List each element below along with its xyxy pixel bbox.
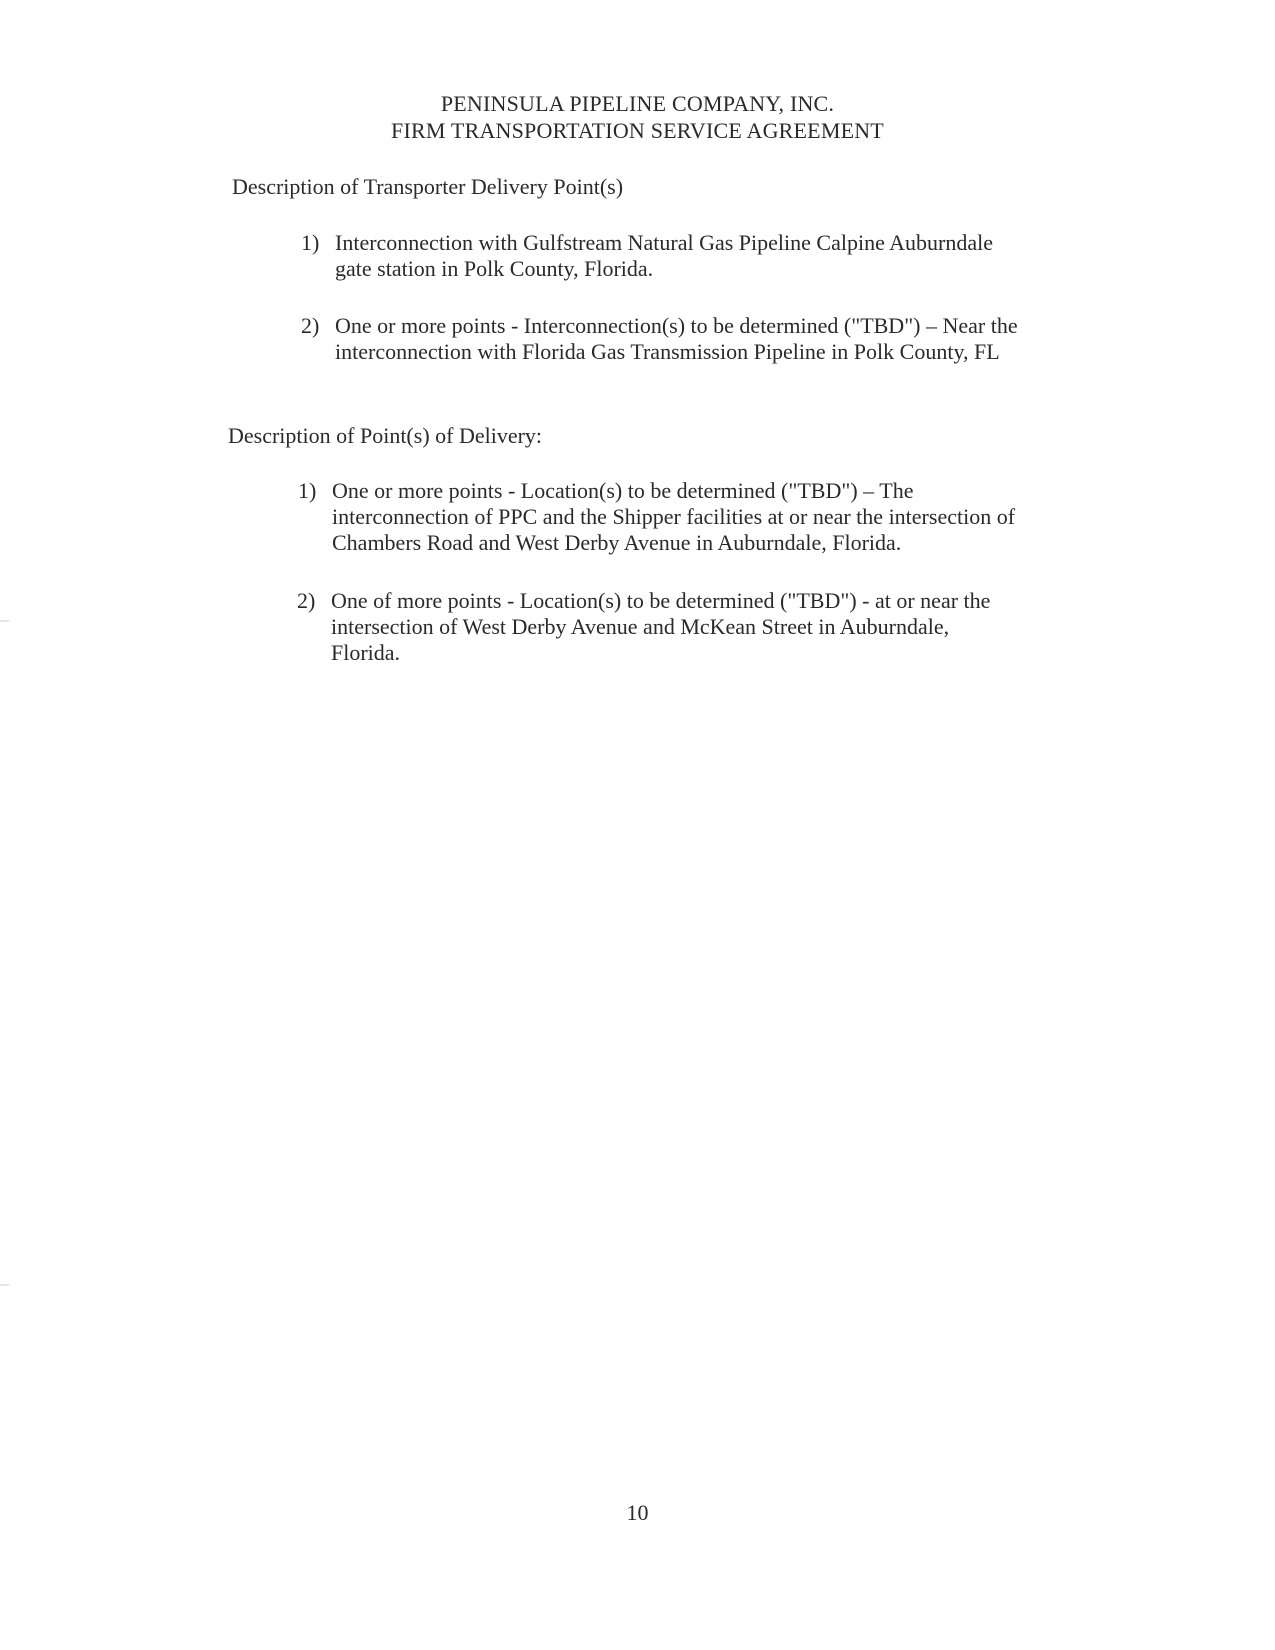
- item-line: Interconnection with Gulfstream Natural Gas Pipeline Calpine Auburndale: [335, 230, 993, 255]
- item-line: One or more points - Location(s) to be determined ("TBD") – The: [332, 478, 914, 503]
- page-number: 10: [626, 1500, 649, 1525]
- item-line: One of more points - Location(s) to be determined ("TBD") - at or near the: [331, 588, 991, 613]
- item-number: 1): [298, 478, 317, 503]
- document-header: [0, 90, 1275, 144]
- item-line: interconnection of PPC and the Shipper facilities at or near the intersection of: [332, 504, 1016, 529]
- company-name: PENINSULA PIPELINE COMPANY, INC.: [440, 91, 835, 116]
- scan-edge-mark-bottom: [0, 1284, 9, 1286]
- item-number: 1): [301, 230, 320, 255]
- item-text: [335, 313, 1018, 365]
- item-number: 2): [297, 588, 316, 613]
- item-text: [331, 588, 990, 666]
- item-line: Chambers Road and West Derby Avenue in Auburndale, Florida.: [332, 530, 902, 555]
- transporter-delivery-heading: Description of Transporter Delivery Point(s): [232, 174, 624, 199]
- item-text: [332, 478, 1015, 556]
- item-line: One or more points - Interconnection(s) to be determined ("TBD") – Near the: [335, 313, 1018, 338]
- item-line: intersection of West Derby Avenue and McKean Street in Auburndale,: [331, 614, 950, 639]
- item-line: Florida.: [331, 640, 401, 665]
- point-of-delivery-heading: Description of Point(s) of Delivery:: [228, 423, 543, 448]
- scan-edge-mark-top: [0, 620, 9, 622]
- item-line: interconnection with Florida Gas Transmission Pipeline in Polk County, FL: [335, 339, 1000, 364]
- item-number: 2): [301, 313, 320, 338]
- item-line: gate station in Polk County, Florida.: [335, 256, 654, 281]
- item-text: [335, 230, 993, 282]
- agreement-title: FIRM TRANSPORTATION SERVICE AGREEMENT: [391, 118, 884, 143]
